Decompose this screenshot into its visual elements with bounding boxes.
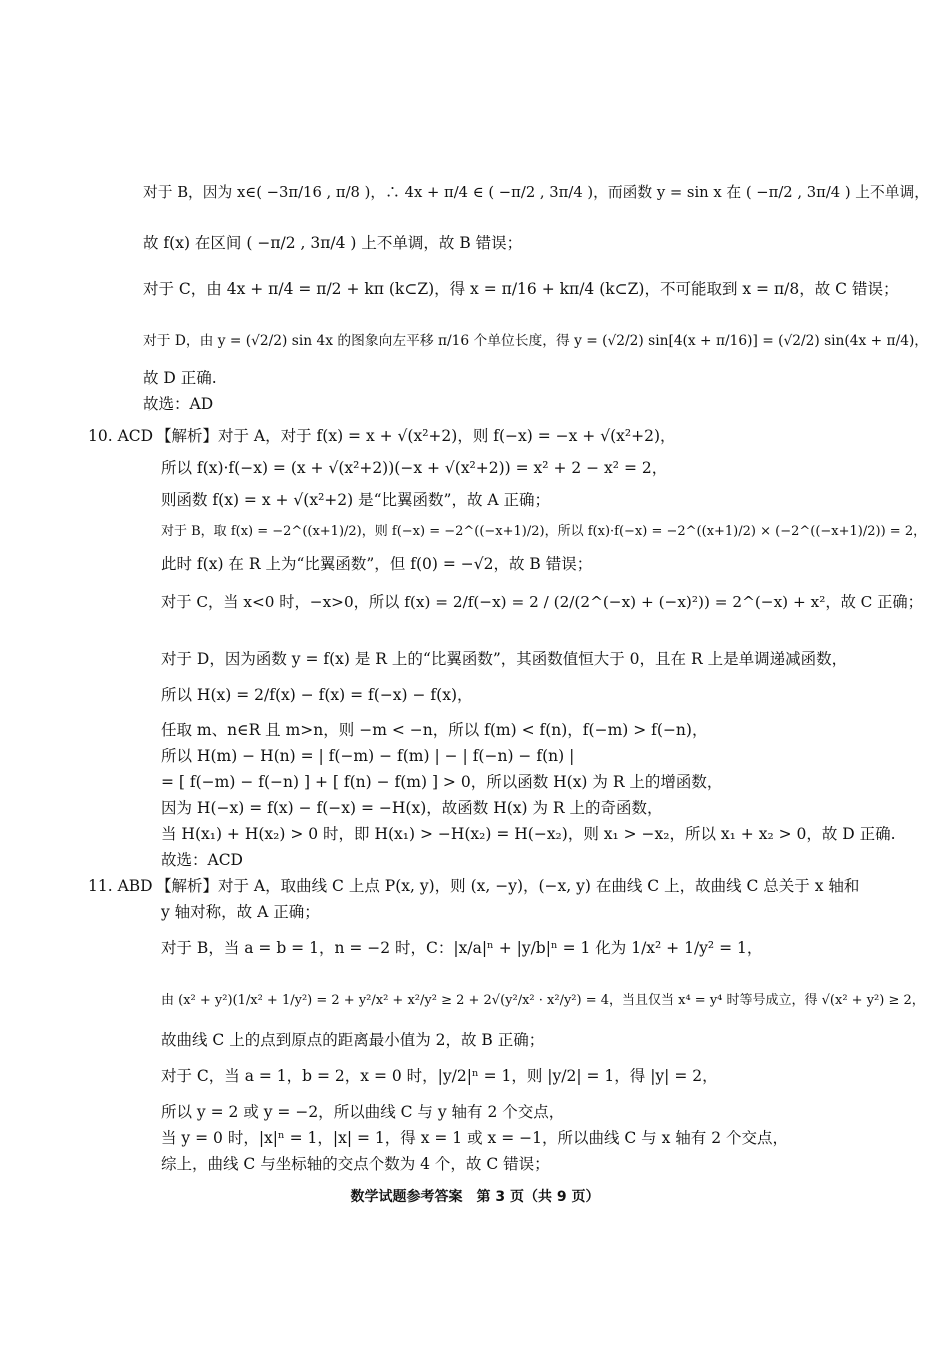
section-d-answer: 故选：AD: [143, 395, 214, 413]
section-d-line-2: 故 D 正确.: [143, 369, 217, 387]
q11-line-3: 由 (x² + y²)(1/x² + 1/y²) = 2 + y²/x² + x²/y² ≥ 2 + 2√(y²/x² · x²/y²) = 4，当且仅当 x⁴ = y⁴ 时等号成立，得 √(x² + y²) ≥ 2，: [161, 993, 925, 1008]
q10-line-9: 所以 H(m) − H(n) = | f(−m) − f(m) | − | f(−n) − f(n) |: [161, 747, 575, 765]
q10-line-5: 对于 C，当 x<0 时，−x>0，所以 f(x) = 2/f(−x) = 2 / (2/(2^(−x) + (−x)²)) = 2^(−x) + x²，故 C 正确；: [161, 593, 923, 611]
q11-line-5: 对于 C，当 a = 1，b = 2，x = 0 时，|y/2|ⁿ = 1，则 |y/2| = 1，得 |y| = 2，: [161, 1067, 718, 1085]
q10-line-3: 对于 B，取 f(x) = −2^((x+1)/2)，则 f(−x) = −2^((−x+1)/2)，所以 f(x)·f(−x) = −2^((x+1)/2) × (−2^((−x+1)/2)) = 2，: [161, 524, 927, 539]
q11-line-8: 综上，曲线 C 与坐标轴的交点个数为 4 个，故 C 错误；: [161, 1155, 550, 1173]
q10-line-11: 因为 H(−x) = f(x) − f(−x) = −H(x)，故函数 H(x) 为 R 上的奇函数，: [161, 799, 663, 817]
section-d-line-1: 对于 D，由 y = (√2/2) sin 4x 的图象向左平移 π/16 个单位长度，得 y = (√2/2) sin[4(x + π/16)] = (√2/2) sin(4x + π/4)，: [143, 333, 929, 349]
q11-line-4: 故曲线 C 上的点到原点的距离最小值为 2，故 B 正确；: [161, 1031, 545, 1049]
q10-line-4: 此时 f(x) 在 R 上为“比翼函数”，但 f(0) = −√2，故 B 错误；: [161, 555, 593, 573]
q10-line-0: 【解析】对于 A，对于 f(x) = x + √(x²+2)，则 f(−x) = −x + √(x²+2)，: [156, 427, 676, 445]
section-b-line-1: 对于 B，因为 x∈( −3π/16 , π/8 )，∴ 4x + π/4 ∈ ( −π/2 , 3π/4 )，而函数 y = sin x 在 ( −π/2 , 3π/4 ) 上不单调，: [143, 184, 930, 201]
q11-number: 11. ABD: [88, 877, 153, 895]
section-b-line-2: 故 f(x) 在区间 ( −π/2 , 3π/4 ) 上不单调，故 B 错误；: [143, 234, 523, 252]
q10-header: [88, 426, 676, 446]
q10-line-7: 所以 H(x) = 2/f(x) − f(x) = f(−x) − f(x)，: [161, 686, 473, 704]
q11-line-2: 对于 B，当 a = b = 1，n = −2 时，C：|x/a|ⁿ + |y/b|ⁿ = 1 化为 1/x² + 1/y² = 1，: [161, 939, 763, 957]
q10-number: 10. ACD: [88, 427, 154, 445]
q10-line-12: 当 H(x₁) + H(x₂) > 0 时，即 H(x₁) > −H(x₂) = H(−x₂)，则 x₁ > −x₂，所以 x₁ + x₂ > 0，故 D 正确.: [161, 825, 896, 843]
q10-line-6: 对于 D，因为函数 y = f(x) 是 R 上的“比翼函数”，其函数值恒大于 0，且在 R 上是单调递减函数，: [161, 650, 848, 668]
q10-answer: 故选：ACD: [161, 851, 243, 869]
q11-header: [88, 876, 859, 896]
section-c-line-1: 对于 C，由 4x + π/4 = π/2 + kπ (k⊂Z)，得 x = π/16 + kπ/4 (k⊂Z)，不可能取到 x = π/8，故 C 错误；: [143, 280, 899, 298]
q11-line-0: 【解析】对于 A，取曲线 C 上点 P(x, y)，则 (x, −y)，(−x, y) 在曲线 C 上，故曲线 C 总关于 x 轴和: [156, 877, 860, 895]
q10-line-8: 任取 m、n∈R 且 m>n，则 −m < −n，所以 f(m) < f(n)，f(−m) > f(−n)，: [161, 721, 708, 739]
q11-line-7: 当 y = 0 时，|x|ⁿ = 1，|x| = 1，得 x = 1 或 x = −1，所以曲线 C 与 x 轴有 2 个交点，: [161, 1129, 788, 1147]
q11-line-1: y 轴对称，故 A 正确；: [161, 903, 320, 921]
q10-line-1: 所以 f(x)·f(−x) = (x + √(x²+2))(−x + √(x²+2)) = x² + 2 − x² = 2，: [161, 459, 668, 477]
q10-line-2: 则函数 f(x) = x + √(x²+2) 是“比翼函数”，故 A 正确；: [161, 491, 551, 509]
page-footer: 数学试题参考答案 第 3 页（共 9 页）: [350, 1189, 600, 1205]
q11-line-6: 所以 y = 2 或 y = −2，所以曲线 C 与 y 轴有 2 个交点，: [161, 1103, 565, 1121]
q10-line-10: = [ f(−m) − f(−n) ] + [ f(n) − f(m) ] > 0，所以函数 H(x) 为 R 上的增函数，: [161, 773, 723, 791]
